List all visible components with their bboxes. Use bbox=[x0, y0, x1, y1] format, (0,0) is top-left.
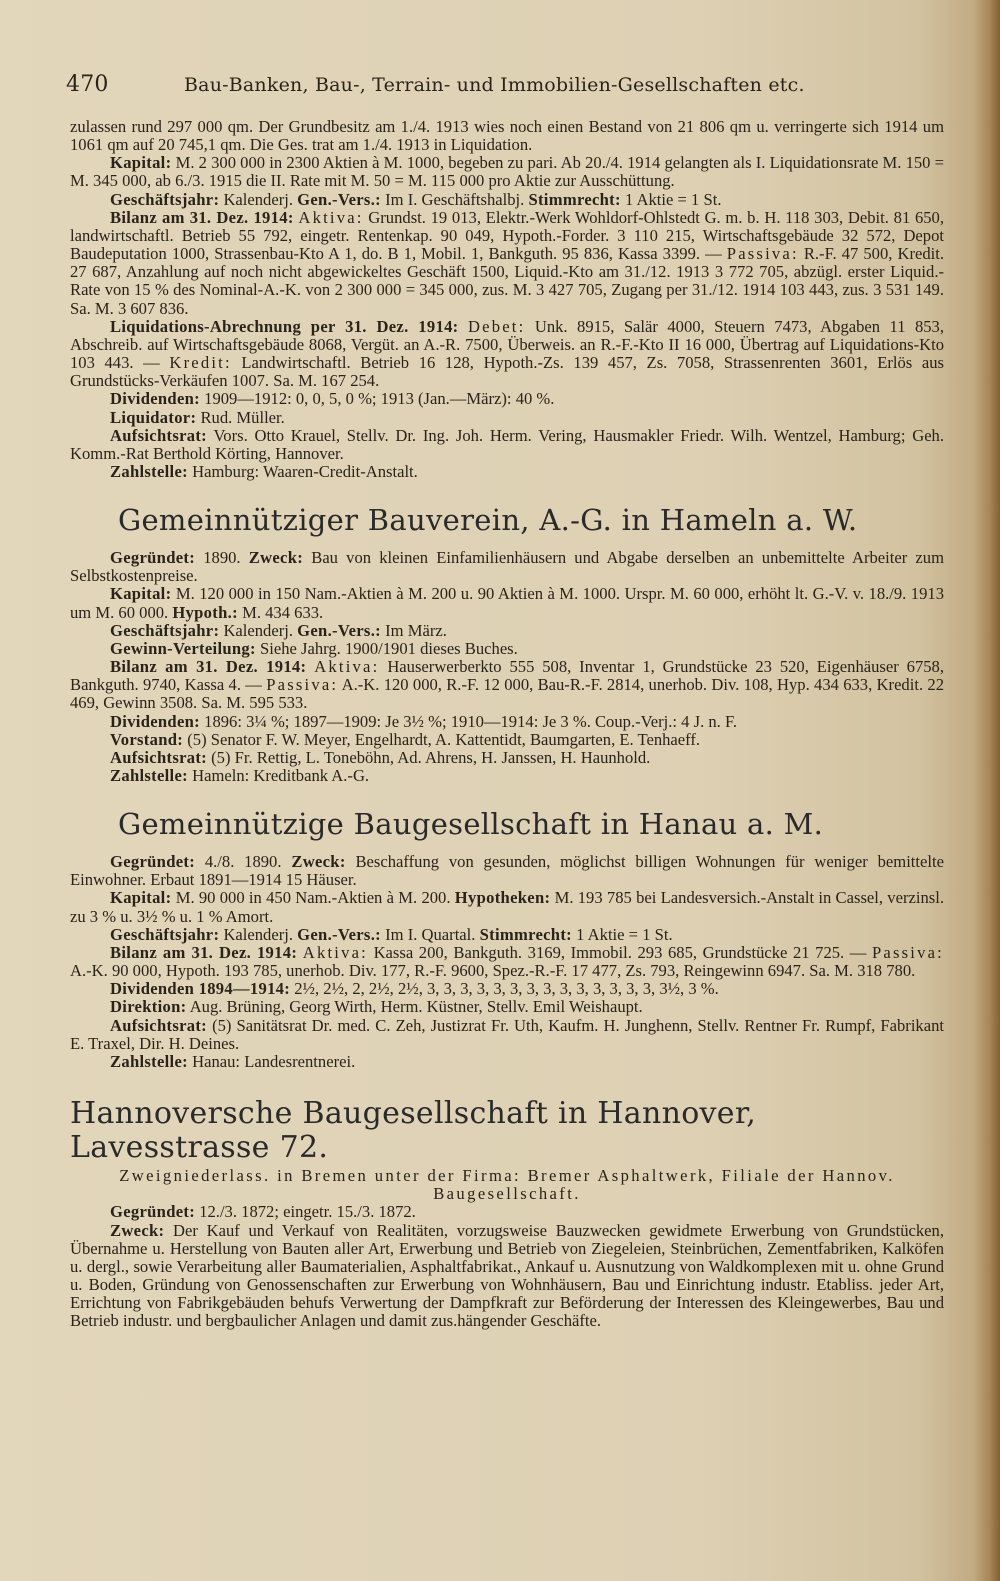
label: Kredit: bbox=[169, 353, 232, 373]
capital-paragraph bbox=[70, 889, 944, 925]
text: Rud. Müller. bbox=[200, 407, 285, 427]
label: Kapital: bbox=[110, 153, 172, 173]
text: M. 90 000 in 450 Nam.-Aktien à M. 200. bbox=[175, 888, 451, 908]
text: Aug. Brüning, Georg Wirth, Herm. Küstner, Stellv. Emil Weishaupt. bbox=[189, 997, 643, 1017]
label: Dividenden: bbox=[110, 711, 200, 731]
running-head bbox=[66, 72, 946, 97]
capital-paragraph bbox=[70, 154, 944, 190]
label: Bilanz am 31. Dez. 1914: bbox=[110, 942, 298, 962]
text: Kalenderj. bbox=[223, 620, 294, 640]
text: Unk. 8915, Salär 4000, Steuern 7473, Abgaben 11 853, Abschreib. auf Wirtschaftsgebäude 8068, Vergüt. an A.-R. 7500, Überweis. an R.-F.-Kto II 16 000, Übertrag auf Liquidations-Kto 103 443. — bbox=[70, 316, 944, 373]
text: Grundst. 19 013, Elektr.-Werk Wohldorf-Ohlstedt G. m. b. H. 118 303, Debit. 81 650, landwirtschaftl. Betrieb 55 792, eingetr. Rentenkap. 90 049, Hypoth.-Forder. 3 110 215, Wirtschaftsgebäude 32 572, Depot Baudeputation 1000, Strassenbau-Kto A 1, do. B 1, Mobil. 1, Bankguth. 95 836, Kassa 3399. — bbox=[70, 207, 944, 264]
management-paragraph bbox=[70, 998, 944, 1016]
paying-agent-paragraph bbox=[70, 767, 944, 785]
text: Der Kauf und Verkauf von Realitäten, vorzugsweise Bauzwecken gewidmete Erwerbung von Grundstücken, Übernahme u. Herstellung von Bauten aller Art, Erwerbung und Betrieb von Ziegeleien, Steinbrüchen, Zementfabriken, Kalköfen u. dergl., sowie Verarbeitung aller Baumaterialien, Asphaltfabrikat., Ankauf u. Ausnutzung von Waldkomplexen mit u. ohne Grund u. Boden, Gründung von Genossenschaften zur Erwerbung von Wohnhäusern, Bau und Einrichtung industr. Etabliss. jeder Art, Errichtung von Fabrikgebäuden behufs Verwertung der Dampfkraft zur Beförderung der Interessen des Kleingewerbes, Bau und Betrieb industr. und bergbaulicher Anlagen und damit zus.hängender Geschäfte. bbox=[70, 1220, 944, 1331]
text: Beschaffung von gesunden, möglichst billigen Wohnungen für weniger bemittelte Einwohner. Erbaut 1891—1914 15 Häuser. bbox=[70, 852, 944, 890]
text: 1896: 3¼ %; 1897—1909: Je 3½ %; 1910—1914: Je 3 %. Coup.-Verj.: 4 J. n. F. bbox=[204, 711, 738, 731]
text: (5) Senator F. W. Meyer, Engelhardt, A. Kattentidt, Baumgarten, E. Tenhaeff. bbox=[187, 729, 701, 749]
text: 1890. bbox=[203, 548, 241, 568]
company-heading: Hannoversche Baugesellschaft in Hannover, Lavesstrasse 72. bbox=[70, 1096, 757, 1166]
text: M. 193 785 bei Landesversich.-Anstalt in Cassel, verzinsl. zu 3 % u. 3½ % u. 1 % Amort. bbox=[70, 888, 944, 926]
label: Bilanz am 31. Dez. 1914: bbox=[110, 207, 294, 227]
label: Dividenden: bbox=[110, 389, 200, 409]
running-title: Bau-Banken, Bau-, Terrain- und Immobilien-Gesellschaften etc. bbox=[184, 74, 805, 96]
label: Hypotheken: bbox=[454, 888, 551, 908]
text: Bau von kleinen Einfamilienhäusern und Abgabe derselben an unbemittelte Arbeiter zum Selbstkostenpreise. bbox=[70, 548, 944, 586]
dividends-paragraph bbox=[70, 980, 944, 998]
label: Geschäftsjahr: bbox=[110, 189, 220, 209]
page-body bbox=[70, 118, 944, 1330]
text: 2½, 2½, 2, 2½, 2½, 3, 3, 3, 3, 3, 3, 3, 3, 3, 3, 3, 3, 3, 3, 3½, 3 %. bbox=[294, 979, 719, 999]
branch-note: Zweigniederlass. in Bremen unter der Firma: Bremer Asphaltwerk, Filiale der Hannov. Baugesellschaft. bbox=[119, 1166, 895, 1204]
founded-purpose-paragraph bbox=[70, 549, 944, 585]
general-paragraph bbox=[70, 622, 944, 640]
text: Hamburg: Waaren-Credit-Anstalt. bbox=[192, 461, 418, 481]
label: Gen.-Vers.: bbox=[297, 924, 381, 944]
label: Aufsichtsrat: bbox=[110, 425, 207, 445]
text: Im I. Quartal. bbox=[385, 924, 476, 944]
management-paragraph bbox=[70, 731, 944, 749]
general-paragraph bbox=[70, 926, 944, 944]
text: Kalenderj. bbox=[223, 189, 294, 209]
entry-hannover bbox=[70, 1097, 944, 1330]
label: Zweck: bbox=[110, 1220, 165, 1240]
text: 4./8. 1890. bbox=[204, 852, 282, 872]
label: Bilanz am 31. Dez. 1914: bbox=[110, 657, 307, 677]
label: Passiva: bbox=[266, 675, 339, 695]
text: (5) Fr. Rettig, L. Toneböhn, Ad. Ahrens, H. Janssen, H. Haunhold. bbox=[211, 747, 651, 767]
liquidation-paragraph bbox=[70, 318, 944, 391]
label: Zahlstelle: bbox=[110, 766, 188, 785]
text: Landwirtschaftl. Betrieb 16 128, Hypoth.-Zs. 139 457, Zs. 7058, Strassenrenten 3601, Erlös aus Grundstücks-Verkäufen 1007. Sa. M. 167 254. bbox=[70, 353, 944, 391]
label: Aufsichtsrat: bbox=[110, 747, 207, 767]
label: Hypoth.: bbox=[172, 602, 238, 622]
text: Vors. Otto Krauel, Stellv. Dr. Ing. Joh. Herm. Vering, Hausmakler Friedr. Wilh. Wentzel, Hamburg; Geh. Komm.-Rat Berthold Körting, Hannover. bbox=[70, 425, 944, 463]
label: Gewinn-Verteilung: bbox=[110, 638, 256, 658]
text: A.-K. 90 000, Hypoth. 193 785, unerhob. Div. 177, R.-F. 9600, Spez.-R.-F. 17 477, Zs. 793, Reingewinn 6947. Sa. M. 318 780. bbox=[70, 961, 916, 981]
entry-hanau bbox=[70, 807, 944, 1071]
text: (5) Sanitätsrat Dr. med. C. Zeh, Justizrat Fr. Uth, Kaufm. H. Junghenn, Stellv. Rentner Fr. Rumpf, Fabrikant E. Traxel, Dir. H. Deines. bbox=[70, 1015, 944, 1053]
text: M. 120 000 in 150 Nam.-Aktien à M. 200 u. 90 Aktien à M. 1000. Urspr. M. 60 000, erhöht lt. G.-V. v. 18./9. 1913 um M. 60 000. bbox=[70, 584, 944, 622]
founded-purpose-paragraph bbox=[70, 853, 944, 889]
label: Gen.-Vers.: bbox=[297, 189, 381, 209]
text: Im März. bbox=[385, 620, 447, 640]
general-paragraph bbox=[70, 191, 944, 209]
label: Aktiva: bbox=[314, 657, 380, 677]
entry-continued bbox=[70, 118, 944, 481]
label: Dividenden 1894—1914: bbox=[110, 979, 291, 999]
label: Liquidations-Abrechnung per 31. Dez. 1914: bbox=[110, 316, 459, 336]
text: M. 434 633. bbox=[242, 602, 324, 622]
label: Stimmrecht: bbox=[528, 189, 621, 209]
label: Gen.-Vers.: bbox=[297, 620, 381, 640]
text: 12./3. 1872; eingetr. 15./3. 1872. bbox=[199, 1202, 416, 1222]
label: Gegründet: bbox=[110, 852, 196, 872]
dividends-paragraph bbox=[70, 390, 944, 408]
capital-paragraph bbox=[70, 585, 944, 621]
label: Zahlstelle: bbox=[110, 1051, 188, 1071]
balance-paragraph bbox=[70, 658, 944, 712]
text: R.-F. 47 500, Kredit. 27 687, Anzahlung auf noch nicht abgewickeltes Geschäft 1500, Liquid.-Kto am 31./12. 1913 3 772 705, abzügl. erster Liquid.-Rate von 15 % des Nominal-A.-K. von 2 300 000 = 345 000, zus. M. 3 427 705, Zugang per 31./12. 1914 103 443, zus. 3 531 149. Sa. M. 3 607 836. bbox=[70, 244, 945, 318]
board-paragraph bbox=[70, 749, 944, 767]
label: Aufsichtsrat: bbox=[110, 1015, 207, 1035]
label: Stimmrecht: bbox=[479, 924, 572, 944]
entry-hameln bbox=[70, 503, 944, 785]
balance-paragraph bbox=[70, 944, 944, 980]
founded-paragraph bbox=[70, 1203, 944, 1221]
company-heading: Gemeinnützige Baugesellschaft in Hanau a. M. bbox=[118, 807, 824, 842]
label: Aktiva: bbox=[302, 942, 368, 962]
label: Zahlstelle: bbox=[110, 461, 188, 481]
balance-paragraph bbox=[70, 209, 944, 318]
text: 1 Aktie = 1 St. bbox=[625, 189, 722, 209]
text: A.-K. 120 000, R.-F. 12 000, Bau-R.-F. 2814, unerhob. Div. 108, Hyp. 434 633, Kredit. 22 469, Gewinn 3508. Sa. M. 595 533. bbox=[70, 675, 944, 713]
dividends-paragraph bbox=[70, 713, 944, 731]
label: Zweck: bbox=[291, 852, 346, 872]
label: Geschäftsjahr: bbox=[110, 620, 220, 640]
text: 1909—1912: 0, 0, 5, 0 %; 1913 (Jan.—März): 40 %. bbox=[204, 389, 555, 409]
text: Siehe Jahrg. 1900/1901 dieses Buches. bbox=[260, 638, 518, 658]
label: Kapital: bbox=[110, 584, 172, 604]
paying-agent-paragraph bbox=[70, 463, 944, 481]
profit-paragraph bbox=[70, 640, 944, 658]
label: Vorstand: bbox=[110, 729, 184, 749]
label: Zweck: bbox=[248, 548, 304, 568]
label: Aktiva: bbox=[298, 207, 364, 227]
text: Kassa 200, Bankguth. 3169, Immobil. 293 685, Grundstücke 21 725. — bbox=[373, 942, 867, 962]
text: Hauserwerberkto 555 508, Inventar 1, Grundstücke 23 520, Eigenhäuser 6758, Bankguth. 9740, Kassa 4. — bbox=[70, 657, 944, 695]
label: Passiva: bbox=[871, 942, 944, 962]
label: Passiva: bbox=[726, 244, 799, 264]
entry-intro: zulassen rund 297 000 qm. Der Grundbesitz am 1./4. 1913 wies noch einen Bestand von 21 806 qm u. verringerte sich 1914 um 1061 qm auf 20 745,1 qm. Die Ges. trat am 1./4. 1913 in Liquidation. bbox=[70, 117, 944, 155]
page-edge-shadow bbox=[974, 0, 1000, 1581]
board-paragraph bbox=[70, 427, 944, 463]
label: Direktion: bbox=[110, 997, 187, 1017]
label: Kapital: bbox=[110, 888, 172, 908]
text: Hanau: Landesrentnerei. bbox=[192, 1051, 356, 1071]
label: Geschäftsjahr: bbox=[110, 924, 220, 944]
board-paragraph bbox=[70, 1017, 944, 1053]
label: Gegründet: bbox=[110, 1202, 196, 1222]
text: 1 Aktie = 1 St. bbox=[576, 924, 673, 944]
label: Debet: bbox=[467, 316, 526, 336]
purpose-paragraph bbox=[70, 1222, 944, 1331]
text: Im I. Geschäftshalbj. bbox=[385, 189, 525, 209]
text: Kalenderj. bbox=[223, 924, 294, 944]
text: M. 2 300 000 in 2300 Aktien à M. 1000, begeben zu pari. Ab 20./4. 1914 gelangten als I. Liquidationsrate M. 150 = M. 345 000, ab 6./3. 1915 die II. Rate mit M. 50 = M. 115 000 pro Aktie zur Ausschüttung. bbox=[70, 153, 944, 191]
liquidator-paragraph bbox=[70, 409, 944, 427]
page-number: 470 bbox=[66, 72, 109, 97]
label: Liquidator: bbox=[110, 407, 197, 427]
label: Gegründet: bbox=[110, 548, 196, 568]
paying-agent-paragraph bbox=[70, 1053, 944, 1071]
company-heading: Gemeinnütziger Bauverein, A.-G. in Hameln a. W. bbox=[118, 503, 858, 538]
text: Hameln: Kreditbank A.-G. bbox=[192, 766, 370, 785]
